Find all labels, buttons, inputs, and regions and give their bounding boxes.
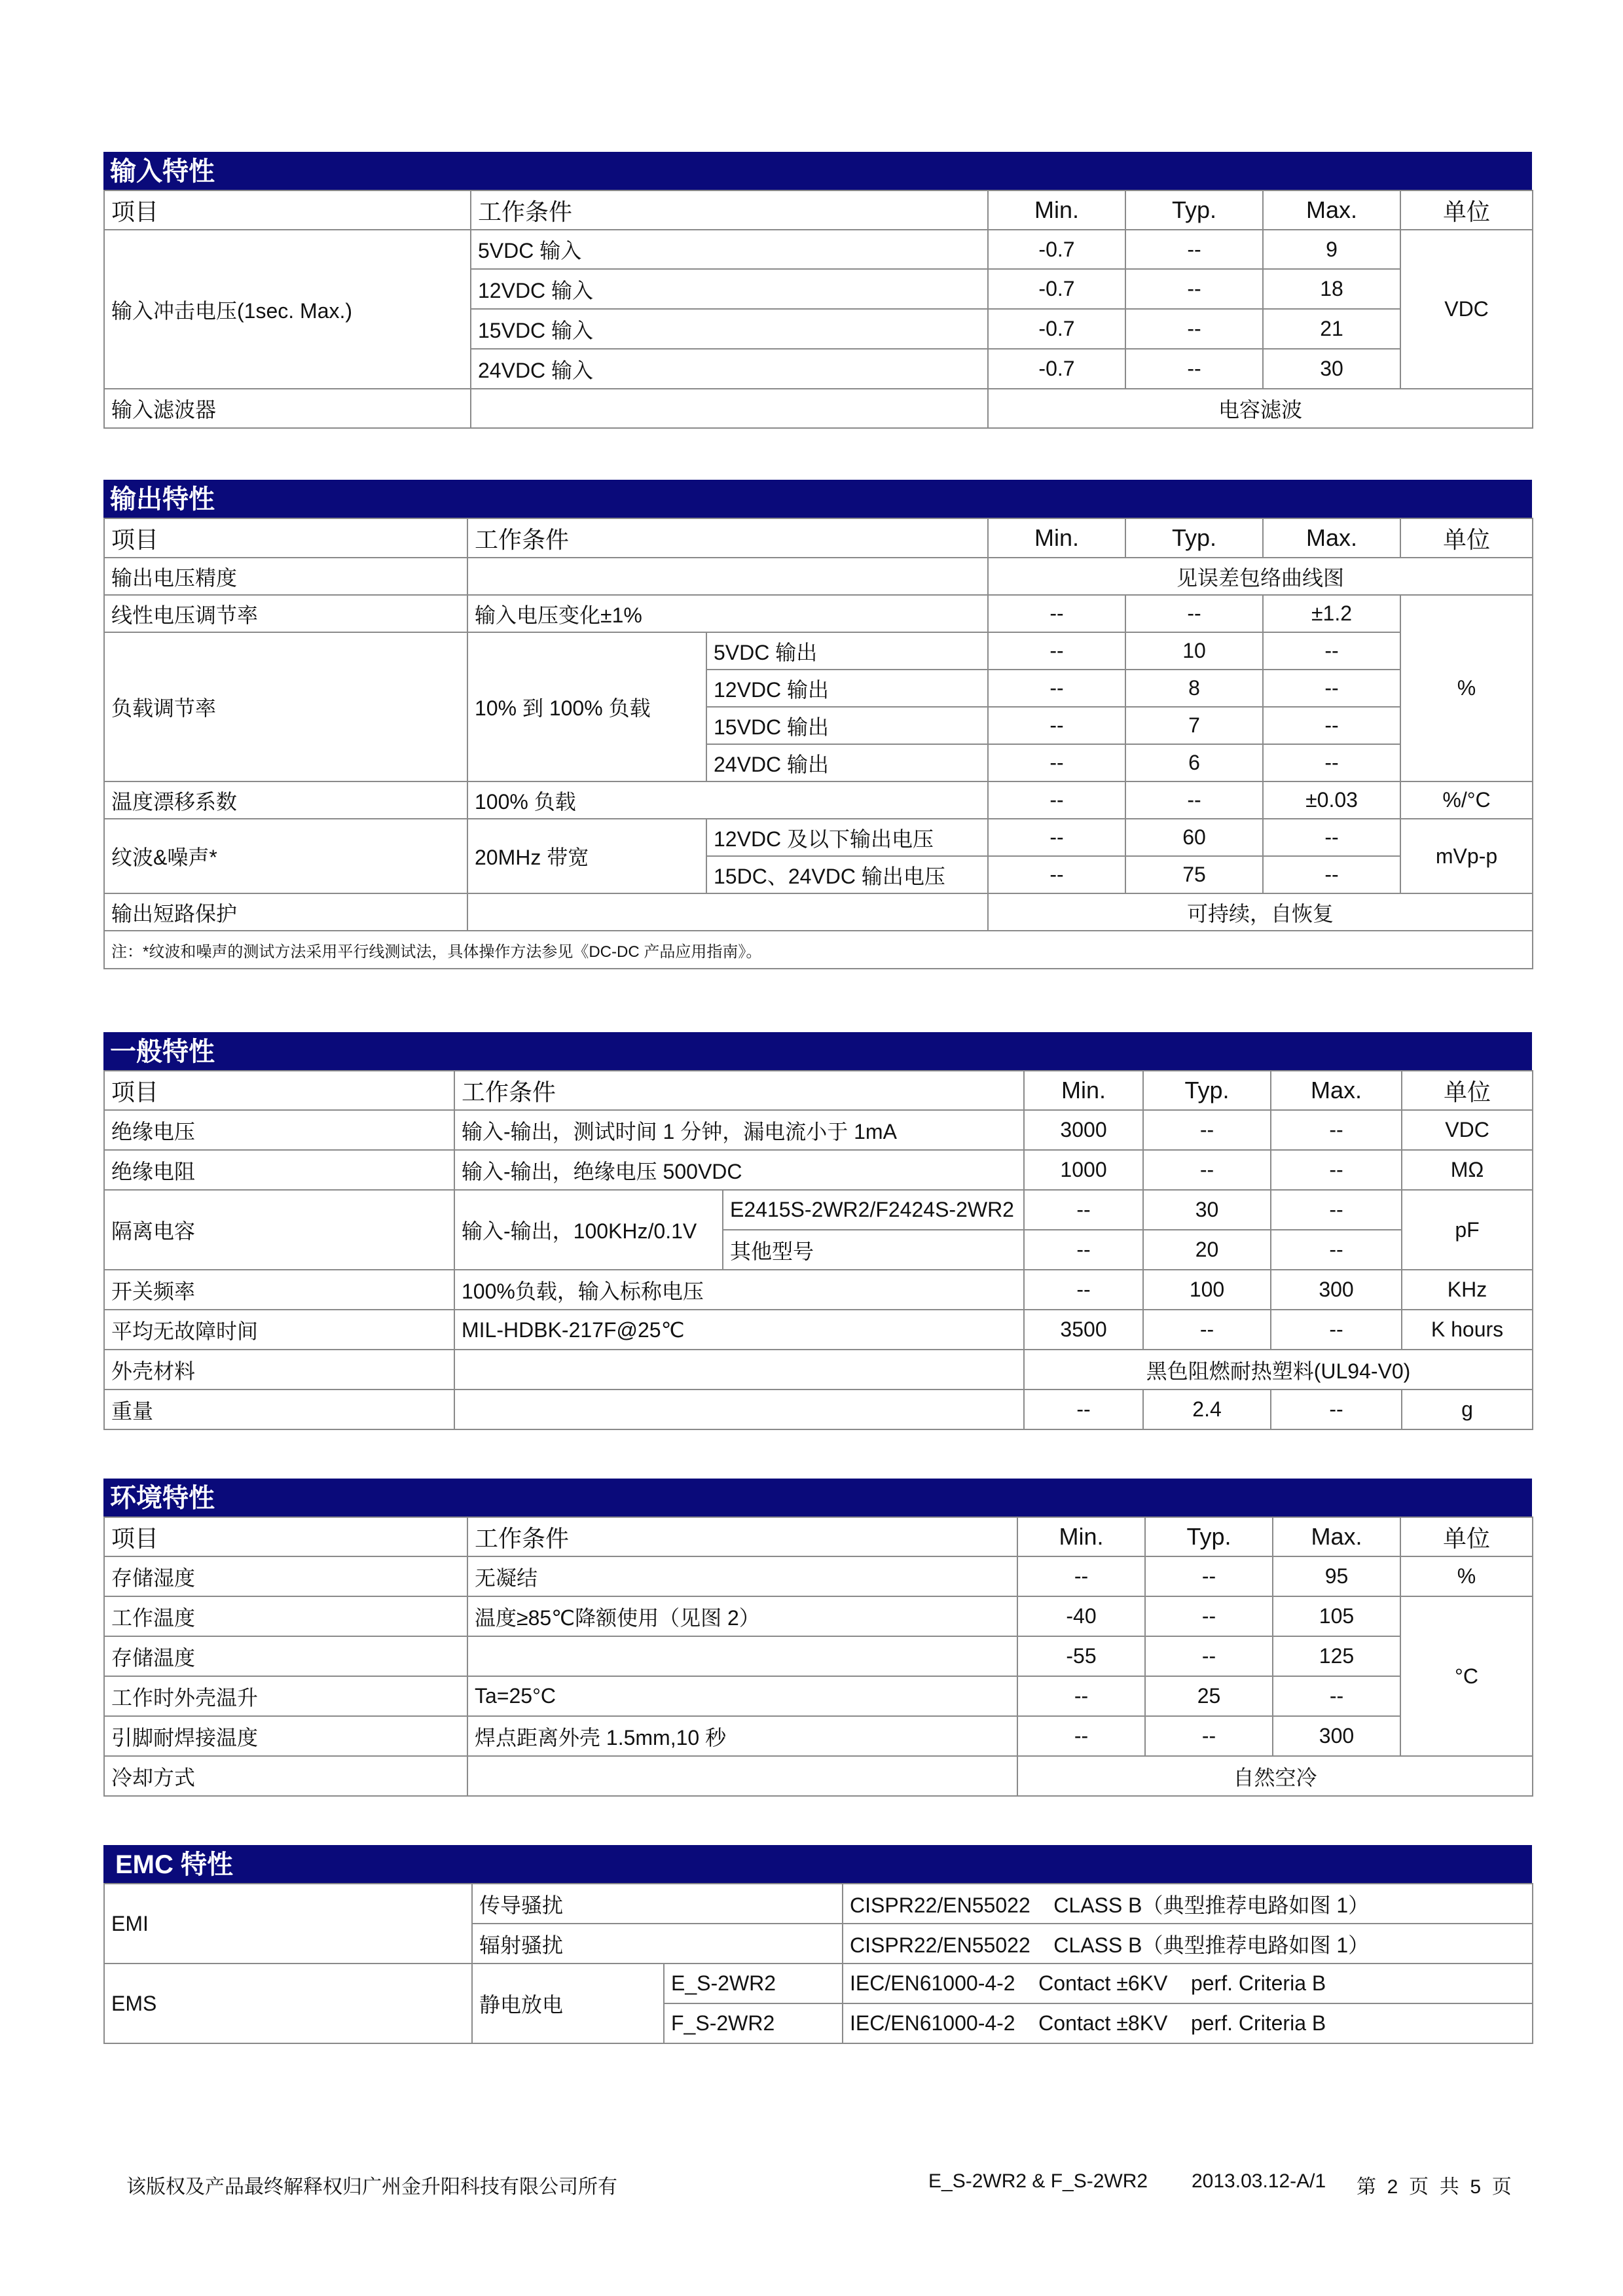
switch-max: 300 bbox=[1271, 1270, 1402, 1310]
env-cond: 焊点距离外壳 1.5mm,10 秒 bbox=[467, 1716, 1017, 1756]
temp-drift-max: ±0.03 bbox=[1263, 781, 1400, 819]
weight-cond-empty bbox=[454, 1390, 1024, 1429]
surge-max: 21 bbox=[1263, 309, 1400, 349]
table-row bbox=[104, 1596, 1533, 1636]
env-min: -- bbox=[1017, 1716, 1145, 1756]
humidity-min: -- bbox=[1017, 1556, 1145, 1596]
header-max: Max. bbox=[1273, 1517, 1400, 1556]
output-table bbox=[103, 518, 1533, 969]
iso-cap-unit: pF bbox=[1402, 1190, 1533, 1270]
env-min: -40 bbox=[1017, 1596, 1145, 1636]
switch-unit: KHz bbox=[1402, 1270, 1533, 1310]
ripple-min: -- bbox=[988, 856, 1125, 893]
input-table bbox=[103, 190, 1533, 429]
ems-model: E_S-2WR2 bbox=[664, 1964, 843, 2003]
surge-max: 30 bbox=[1263, 349, 1400, 389]
ripple-sub: 15DC、24VDC 输出电压 bbox=[706, 856, 988, 893]
general-characteristics-section bbox=[103, 1032, 1532, 1430]
short-cond-empty bbox=[467, 893, 988, 931]
load-reg-max: -- bbox=[1263, 632, 1400, 670]
iso-voltage-item: 绝缘电压 bbox=[104, 1110, 454, 1150]
temp-drift-typ: -- bbox=[1125, 781, 1263, 819]
ems-label: EMS bbox=[104, 1964, 472, 2043]
footer-doc-name: E_S-2WR2 & F_S-2WR2 bbox=[928, 2170, 1148, 2192]
table-row bbox=[104, 1884, 1533, 1924]
header-item: 项目 bbox=[104, 190, 471, 230]
filter-cond-empty bbox=[471, 389, 988, 428]
table-header-row bbox=[104, 190, 1533, 230]
header-condition: 工作条件 bbox=[467, 1517, 1017, 1556]
ripple-typ: 75 bbox=[1125, 856, 1263, 893]
ems-model: F_S-2WR2 bbox=[664, 2003, 843, 2043]
short-value: 可持续，自恢复 bbox=[988, 893, 1533, 931]
mtbf-cond: MIL-HDBK-217F@25℃ bbox=[454, 1310, 1024, 1350]
load-reg-sub: 15VDC 输出 bbox=[706, 707, 988, 744]
table-row bbox=[104, 893, 1533, 931]
table-row bbox=[104, 1190, 1533, 1230]
load-reg-min: -- bbox=[988, 632, 1125, 670]
surge-cond: 15VDC 输入 bbox=[471, 309, 988, 349]
input-characteristics-section bbox=[103, 152, 1532, 429]
iso-voltage-min: 3000 bbox=[1024, 1110, 1143, 1150]
surge-item: 输入冲击电压(1sec. Max.) bbox=[104, 230, 471, 389]
load-reg-typ: 8 bbox=[1125, 670, 1263, 707]
environmental-characteristics-section bbox=[103, 1479, 1532, 1797]
surge-min: -0.7 bbox=[988, 349, 1125, 389]
load-reg-max: -- bbox=[1263, 707, 1400, 744]
env-item: 工作温度 bbox=[104, 1596, 467, 1636]
input-section-title: 输入特性 bbox=[103, 152, 1532, 190]
ripple-sub: 12VDC 及以下输出电压 bbox=[706, 819, 988, 856]
header-min: Min. bbox=[1024, 1071, 1143, 1110]
table-row bbox=[104, 1150, 1533, 1190]
cooling-value: 自然空冷 bbox=[1017, 1756, 1533, 1796]
mtbf-typ: -- bbox=[1143, 1310, 1271, 1350]
emc-section-title: EMC 特性 bbox=[103, 1845, 1532, 1883]
weight-unit: g bbox=[1402, 1390, 1533, 1429]
short-item: 输出短路保护 bbox=[104, 893, 467, 931]
humidity-typ: -- bbox=[1145, 1556, 1273, 1596]
weight-min: -- bbox=[1024, 1390, 1143, 1429]
load-reg-typ: 7 bbox=[1125, 707, 1263, 744]
load-reg-typ: 6 bbox=[1125, 744, 1263, 781]
surge-unit: VDC bbox=[1400, 230, 1533, 389]
iso-voltage-typ: -- bbox=[1143, 1110, 1271, 1150]
filter-value: 电容滤波 bbox=[988, 389, 1533, 428]
ripple-max: -- bbox=[1263, 856, 1400, 893]
ripple-unit: mVp-p bbox=[1400, 819, 1533, 893]
switch-cond: 100%负载，输入标称电压 bbox=[454, 1270, 1024, 1310]
weight-max: -- bbox=[1271, 1390, 1402, 1429]
env-table bbox=[103, 1516, 1533, 1797]
header-min: Min. bbox=[1017, 1517, 1145, 1556]
iso-cap-typ: 20 bbox=[1143, 1230, 1271, 1270]
env-cond: 温度≥85℃降额使用（见图 2） bbox=[467, 1596, 1017, 1636]
surge-cond: 12VDC 输入 bbox=[471, 269, 988, 309]
line-reg-item: 线性电压调节率 bbox=[104, 595, 467, 632]
iso-resist-min: 1000 bbox=[1024, 1150, 1143, 1190]
ripple-max: -- bbox=[1263, 819, 1400, 856]
table-header-row bbox=[104, 1517, 1533, 1556]
header-max: Max. bbox=[1271, 1071, 1402, 1110]
emi-standard: CISPR22/EN55022 CLASS B（典型推荐电路如图 1） bbox=[843, 1924, 1533, 1964]
surge-max: 9 bbox=[1263, 230, 1400, 269]
env-section-title: 环境特性 bbox=[103, 1479, 1532, 1516]
table-row bbox=[104, 1310, 1533, 1350]
accuracy-cond-empty bbox=[467, 558, 988, 595]
env-min: -- bbox=[1017, 1676, 1145, 1716]
footer-page-number: 第 2 页 共 5 页 bbox=[1357, 2176, 1512, 2198]
header-typ: Typ. bbox=[1145, 1517, 1273, 1556]
surge-min: -0.7 bbox=[988, 309, 1125, 349]
env-max: 105 bbox=[1273, 1596, 1400, 1636]
ripple-note: 注：*纹波和噪声的测试方法采用平行线测试法，具体操作方法参见《DC-DC 产品应用指南》。 bbox=[104, 931, 1533, 969]
header-min: Min. bbox=[988, 190, 1125, 230]
iso-voltage-unit: VDC bbox=[1402, 1110, 1533, 1150]
temp-unit: °C bbox=[1400, 1596, 1533, 1756]
table-header-row bbox=[104, 1071, 1533, 1110]
load-reg-min: -- bbox=[988, 744, 1125, 781]
line-reg-typ: -- bbox=[1125, 595, 1263, 632]
iso-cap-min: -- bbox=[1024, 1190, 1143, 1230]
table-row bbox=[104, 1350, 1533, 1390]
iso-cap-max: -- bbox=[1271, 1190, 1402, 1230]
iso-voltage-max: -- bbox=[1271, 1110, 1402, 1150]
env-item: 引脚耐焊接温度 bbox=[104, 1716, 467, 1756]
output-section-title: 输出特性 bbox=[103, 480, 1532, 518]
humidity-unit: % bbox=[1400, 1556, 1533, 1596]
load-reg-sub: 12VDC 输出 bbox=[706, 670, 988, 707]
switch-typ: 100 bbox=[1143, 1270, 1271, 1310]
accuracy-value: 见误差包络曲线图 bbox=[988, 558, 1533, 595]
surge-min: -0.7 bbox=[988, 230, 1125, 269]
weight-typ: 2.4 bbox=[1143, 1390, 1271, 1429]
env-min: -55 bbox=[1017, 1636, 1145, 1676]
iso-cap-typ: 30 bbox=[1143, 1190, 1271, 1230]
env-typ: -- bbox=[1145, 1596, 1273, 1636]
load-reg-sub: 5VDC 输出 bbox=[706, 632, 988, 670]
env-typ: -- bbox=[1145, 1636, 1273, 1676]
header-typ: Typ. bbox=[1125, 518, 1263, 558]
humidity-cond: 无凝结 bbox=[467, 1556, 1017, 1596]
footer-copyright: 该版权及产品最终解释权归广州金升阳科技有限公司所有 bbox=[126, 2176, 617, 2198]
surge-typ: -- bbox=[1125, 269, 1263, 309]
line-reg-min: -- bbox=[988, 595, 1125, 632]
header-max: Max. bbox=[1263, 518, 1400, 558]
load-reg-sub: 24VDC 输出 bbox=[706, 744, 988, 781]
filter-item: 输入滤波器 bbox=[104, 389, 471, 428]
line-reg-cond: 输入电压变化±1% bbox=[467, 595, 988, 632]
load-reg-max: -- bbox=[1263, 670, 1400, 707]
surge-cond: 24VDC 输入 bbox=[471, 349, 988, 389]
header-item: 项目 bbox=[104, 518, 467, 558]
iso-cap-cond: 输入-输出，100KHz/0.1V bbox=[454, 1190, 723, 1270]
surge-max: 18 bbox=[1263, 269, 1400, 309]
ems-standard: IEC/EN61000-4-2 Contact ±6KV perf. Criteria B bbox=[843, 1964, 1533, 2003]
table-row bbox=[104, 558, 1533, 595]
header-condition: 工作条件 bbox=[467, 518, 988, 558]
surge-typ: -- bbox=[1125, 230, 1263, 269]
load-reg-max: -- bbox=[1263, 744, 1400, 781]
header-item: 项目 bbox=[104, 1071, 454, 1110]
load-reg-min: -- bbox=[988, 670, 1125, 707]
env-item: 存储温度 bbox=[104, 1636, 467, 1676]
temp-drift-unit: %/°C bbox=[1400, 781, 1533, 819]
percent-unit: % bbox=[1400, 595, 1533, 781]
iso-resist-typ: -- bbox=[1143, 1150, 1271, 1190]
header-unit: 单位 bbox=[1400, 518, 1533, 558]
table-header-row bbox=[104, 518, 1533, 558]
ems-type: 静电放电 bbox=[472, 1964, 664, 2043]
weight-item: 重量 bbox=[104, 1390, 454, 1429]
iso-cap-min: -- bbox=[1024, 1230, 1143, 1270]
header-unit: 单位 bbox=[1400, 190, 1533, 230]
emi-label: EMI bbox=[104, 1884, 472, 1964]
env-max: 300 bbox=[1273, 1716, 1400, 1756]
general-table bbox=[103, 1070, 1533, 1430]
ems-standard: IEC/EN61000-4-2 Contact ±8KV perf. Criteria B bbox=[843, 2003, 1533, 2043]
accuracy-item: 输出电压精度 bbox=[104, 558, 467, 595]
switch-item: 开关频率 bbox=[104, 1270, 454, 1310]
surge-min: -0.7 bbox=[988, 269, 1125, 309]
temp-drift-cond: 100% 负载 bbox=[467, 781, 988, 819]
case-value: 黑色阻燃耐热塑料(UL94-V0) bbox=[1024, 1350, 1533, 1390]
env-max: -- bbox=[1273, 1676, 1400, 1716]
env-item: 工作时外壳温升 bbox=[104, 1676, 467, 1716]
iso-resist-item: 绝缘电阻 bbox=[104, 1150, 454, 1190]
header-typ: Typ. bbox=[1143, 1071, 1271, 1110]
footer-version: 2013.03.12-A/1 bbox=[1192, 2170, 1326, 2192]
load-reg-typ: 10 bbox=[1125, 632, 1263, 670]
env-cond: Ta=25°C bbox=[467, 1676, 1017, 1716]
ripple-cond: 20MHz 带宽 bbox=[467, 819, 706, 893]
cooling-cond-empty bbox=[467, 1756, 1017, 1796]
table-row bbox=[104, 595, 1533, 632]
ripple-typ: 60 bbox=[1125, 819, 1263, 856]
load-reg-item: 负载调节率 bbox=[104, 632, 467, 781]
surge-typ: -- bbox=[1125, 349, 1263, 389]
table-row bbox=[104, 632, 1533, 670]
temp-drift-min: -- bbox=[988, 781, 1125, 819]
cooling-item: 冷却方式 bbox=[104, 1756, 467, 1796]
emc-table bbox=[103, 1883, 1533, 2044]
ripple-min: -- bbox=[988, 819, 1125, 856]
emc-characteristics-section bbox=[103, 1845, 1532, 2044]
table-row bbox=[104, 781, 1533, 819]
table-row bbox=[104, 1756, 1533, 1796]
header-max: Max. bbox=[1263, 190, 1400, 230]
output-characteristics-section bbox=[103, 480, 1532, 969]
iso-resist-max: -- bbox=[1271, 1150, 1402, 1190]
emi-type: 传导骚扰 bbox=[472, 1884, 843, 1924]
table-row bbox=[104, 1556, 1533, 1596]
env-cond bbox=[467, 1636, 1017, 1676]
env-typ: -- bbox=[1145, 1716, 1273, 1756]
table-row bbox=[104, 1716, 1533, 1756]
table-row bbox=[104, 1676, 1533, 1716]
table-row bbox=[104, 1390, 1533, 1429]
table-row bbox=[104, 931, 1533, 969]
header-min: Min. bbox=[988, 518, 1125, 558]
header-unit: 单位 bbox=[1402, 1071, 1533, 1110]
case-cond-empty bbox=[454, 1350, 1024, 1390]
table-row bbox=[104, 1110, 1533, 1150]
mtbf-min: 3500 bbox=[1024, 1310, 1143, 1350]
header-typ: Typ. bbox=[1125, 190, 1263, 230]
iso-cap-sub: E2415S-2WR2/F2424S-2WR2 bbox=[723, 1190, 1024, 1230]
table-row bbox=[104, 819, 1533, 856]
load-reg-min: -- bbox=[988, 707, 1125, 744]
env-typ: 25 bbox=[1145, 1676, 1273, 1716]
emi-type: 辐射骚扰 bbox=[472, 1924, 843, 1964]
case-item: 外壳材料 bbox=[104, 1350, 454, 1390]
surge-typ: -- bbox=[1125, 309, 1263, 349]
ripple-item: 纹波&噪声* bbox=[104, 819, 467, 893]
iso-cap-item: 隔离电容 bbox=[104, 1190, 454, 1270]
iso-voltage-cond: 输入-输出，测试时间 1 分钟，漏电流小于 1mA bbox=[454, 1110, 1024, 1150]
header-condition: 工作条件 bbox=[471, 190, 988, 230]
header-unit: 单位 bbox=[1400, 1517, 1533, 1556]
env-max: 125 bbox=[1273, 1636, 1400, 1676]
emi-standard: CISPR22/EN55022 CLASS B（典型推荐电路如图 1） bbox=[843, 1884, 1533, 1924]
line-reg-max: ±1.2 bbox=[1263, 595, 1400, 632]
table-row bbox=[104, 230, 1533, 269]
iso-cap-max: -- bbox=[1271, 1230, 1402, 1270]
table-row bbox=[104, 1636, 1533, 1676]
load-reg-cond: 10% 到 100% 负载 bbox=[467, 632, 706, 781]
iso-resist-cond: 输入-输出，绝缘电压 500VDC bbox=[454, 1150, 1024, 1190]
temp-drift-item: 温度漂移系数 bbox=[104, 781, 467, 819]
humidity-max: 95 bbox=[1273, 1556, 1400, 1596]
humidity-item: 存储湿度 bbox=[104, 1556, 467, 1596]
table-row bbox=[104, 1270, 1533, 1310]
header-condition: 工作条件 bbox=[454, 1071, 1024, 1110]
mtbf-unit: K hours bbox=[1402, 1310, 1533, 1350]
switch-min: -- bbox=[1024, 1270, 1143, 1310]
table-row bbox=[104, 389, 1533, 428]
iso-cap-sub: 其他型号 bbox=[723, 1230, 1024, 1270]
header-item: 项目 bbox=[104, 1517, 467, 1556]
mtbf-item: 平均无故障时间 bbox=[104, 1310, 454, 1350]
table-row bbox=[104, 1964, 1533, 2003]
iso-resist-unit: MΩ bbox=[1402, 1150, 1533, 1190]
surge-cond: 5VDC 输入 bbox=[471, 230, 988, 269]
mtbf-max: -- bbox=[1271, 1310, 1402, 1350]
general-section-title: 一般特性 bbox=[103, 1032, 1532, 1070]
